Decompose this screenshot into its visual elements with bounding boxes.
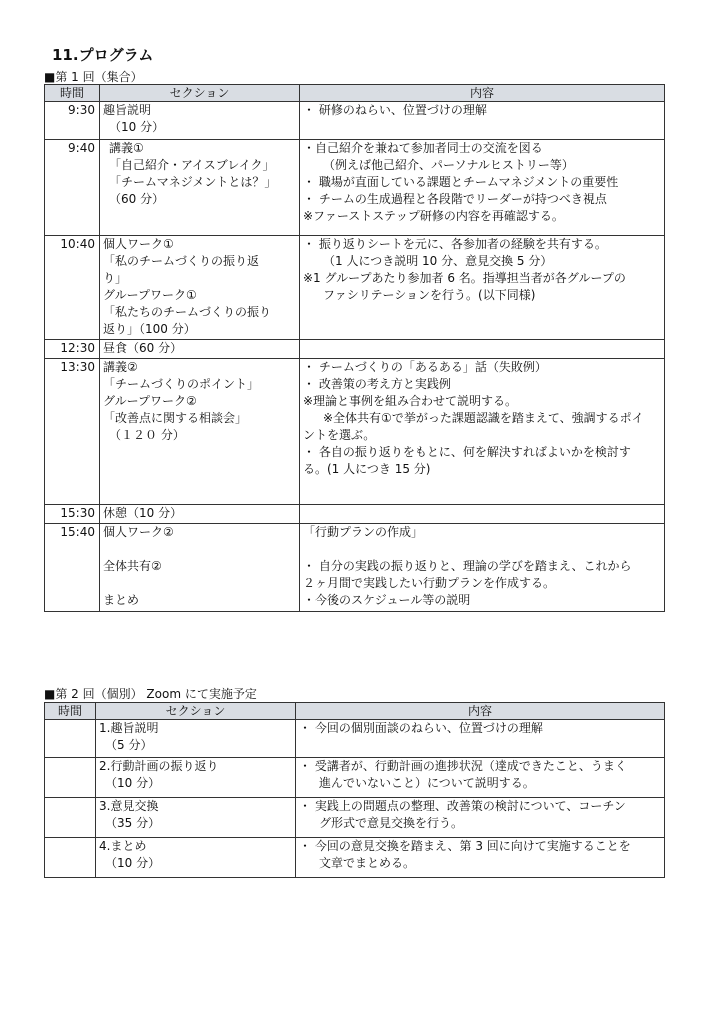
section-line: 講義①: [109, 141, 144, 155]
session2-title: ■第 2 回（個別） Zoom にて実施予定: [44, 687, 257, 701]
time-cell: [45, 838, 96, 878]
content-line: ・ 振り返りシートを元に、各参加者の経験を共有する。: [303, 237, 607, 251]
header-time: 時間: [45, 703, 96, 720]
content-cell: [300, 140, 665, 236]
table-row: [45, 798, 665, 838]
section-line: グループワーク①: [103, 288, 197, 302]
header-time: 時間: [45, 85, 100, 102]
section-line: （１２０ 分）: [109, 428, 185, 442]
section-line: 3.意見交換: [99, 799, 159, 813]
content-line: （1 人につき説明 10 分、意見交換 5 分）: [323, 254, 553, 268]
section-line: 4.まとめ: [99, 839, 147, 853]
content-line: ※全体共有①で挙がった課題認識を踏まえて、強調するポイ: [323, 411, 644, 425]
content-cell: [296, 798, 665, 838]
section-line: [103, 541, 296, 558]
content-line: ・ 各自の振り返りをもとに、何を解決すればよいかを検討す: [303, 445, 631, 459]
time-cell: 15:30: [45, 505, 100, 524]
session1-table: [44, 84, 665, 612]
section-line: 個人ワーク①: [103, 237, 174, 251]
table-row: [45, 102, 665, 140]
table-header-row: [45, 703, 665, 720]
content-line: ・ 今回の個別面談のねらい、位置づけの理解: [299, 721, 543, 735]
time-cell: [45, 798, 96, 838]
header-section: セクション: [96, 703, 296, 720]
section-line: （60 分）: [109, 192, 165, 206]
session1-title: ■第 1 回（集合）: [44, 70, 143, 84]
session1-body: [45, 102, 665, 612]
section-cell: [100, 340, 300, 359]
header-content: 内容: [300, 85, 665, 102]
time-cell: 15:40: [45, 524, 100, 612]
content-line: る。(1 人につき 15 分): [303, 462, 431, 476]
table-row: [45, 524, 665, 612]
section-line: 2.行動計画の振り返り: [99, 759, 219, 773]
content-line: ・ 受講者が、行動計画の進捗状況（達成できたこと、うまく: [299, 759, 627, 773]
content-line: ・ 実践上の問題点の整理、改善策の検討について、コーチン: [299, 799, 626, 813]
content-line: ・ 改善策の考え方と実践例: [303, 377, 451, 391]
section-line: 返り」（100 分）: [103, 322, 196, 336]
section-line: 「改善点に関する相談会」: [103, 411, 248, 425]
content-line: ※ファーストステップ研修の内容を再確認する。: [303, 209, 564, 223]
section-cell: [100, 102, 300, 140]
time-cell: 13:30: [45, 359, 100, 505]
section-cell: [100, 524, 300, 612]
section-line: 「自己紹介・アイスブレイク」: [109, 158, 275, 172]
content-cell: [296, 838, 665, 878]
section-cell: [100, 236, 300, 340]
table-row: [45, 838, 665, 878]
content-line: ントを選ぶ。: [303, 428, 376, 442]
section-cell: [96, 758, 296, 798]
time-cell: 9:30: [45, 102, 100, 140]
content-cell: [300, 102, 665, 140]
session2-body: [45, 720, 665, 878]
page-title: 11.プログラム: [52, 46, 154, 64]
content-line: ・ 職場が直面している課題とチームマネジメントの重要性: [303, 175, 619, 189]
section-line: （35 分）: [105, 816, 161, 830]
section-line: （10 分）: [105, 856, 161, 870]
time-cell: 9:40: [45, 140, 100, 236]
table-row: [45, 340, 665, 359]
section-line: （5 分）: [105, 738, 153, 752]
section-line: （10 分）: [105, 776, 161, 790]
section-cell: [96, 838, 296, 878]
section-line: グループワーク②: [103, 394, 197, 408]
content-line: ・自己紹介を兼ねて参加者同士の交流を図る: [303, 141, 543, 155]
content-line: 「行動プランの作成」: [303, 525, 424, 539]
table-row: [45, 140, 665, 236]
content-cell: [296, 758, 665, 798]
content-line: ・今後のスケジュール等の説明: [303, 593, 471, 607]
section-line: 「私たちのチームづくりの振り: [103, 305, 272, 319]
section-cell: [100, 505, 300, 524]
section-cell: [100, 359, 300, 505]
content-line: ・ チームの生成過程と各段階でリーダーが持つべき視点: [303, 192, 607, 206]
content-cell: [300, 505, 665, 524]
section-line: り」: [103, 271, 128, 285]
content-line: ・ 研修のねらい、位置づけの理解: [303, 103, 487, 117]
content-line: ・ 今回の意見交換を踏まえ、第 3 回に向けて実施することを: [299, 839, 631, 853]
table-row: [45, 758, 665, 798]
table-row: [45, 359, 665, 505]
section-line: （10 分）: [109, 120, 165, 134]
section-line: [103, 575, 296, 592]
section-line: 「チームマネジメントとは？」: [109, 175, 277, 189]
section-line: 全体共有②: [103, 559, 162, 573]
section-line: 講義②: [103, 360, 138, 374]
time-cell: 12:30: [45, 340, 100, 359]
time-cell: 10:40: [45, 236, 100, 340]
section-line: まとめ: [103, 593, 140, 607]
content-line: ・ チームづくりの「あるある」話（失敗例）: [303, 360, 547, 374]
section-line: 趣旨説明: [103, 103, 152, 117]
content-cell: [300, 359, 665, 505]
table-row: [45, 720, 665, 758]
content-line: 文章でまとめる。: [319, 856, 416, 870]
session2-table: [44, 702, 665, 878]
content-cell: [300, 340, 665, 359]
content-cell: [300, 524, 665, 612]
content-line: ※理論と事例を組み合わせて説明する。: [303, 394, 518, 408]
section-line: 昼食（60 分）: [103, 341, 183, 355]
time-cell: [45, 758, 96, 798]
content-line: [303, 541, 661, 558]
content-line: ファシリテーションを行う。(以下同様): [323, 288, 536, 302]
content-line: ２ヶ月間で実践したい行動プランを作成する。: [303, 576, 556, 590]
content-line: グ形式で意見交換を行う。: [319, 816, 464, 830]
content-line: （例えば他己紹介、パーソナルヒストリー等）: [323, 158, 574, 172]
table-row: [45, 505, 665, 524]
section-line: 1.趣旨説明: [99, 721, 159, 735]
section-line: 休憩（10 分）: [103, 506, 183, 520]
table-row: [45, 236, 665, 340]
content-line: 進んでいないこと）について説明する。: [319, 776, 535, 790]
time-cell: [45, 720, 96, 758]
content-cell: [296, 720, 665, 758]
table-header-row: [45, 85, 665, 102]
section-line: 「チームづくりのポイント」: [103, 377, 260, 391]
section-cell: [100, 140, 300, 236]
header-section: セクション: [100, 85, 300, 102]
section-cell: [96, 720, 296, 758]
section-line: 個人ワーク②: [103, 525, 174, 539]
content-line: ・ 自分の実践の振り返りと、理論の学びを踏まえ、これから: [303, 559, 632, 573]
content-line: ※1 グループあたり参加者 6 名。指導担当者が各グループの: [303, 271, 626, 285]
section-cell: [96, 798, 296, 838]
header-content: 内容: [296, 703, 665, 720]
content-cell: [300, 236, 665, 340]
section-line: 「私のチームづくりの振り返: [103, 254, 260, 268]
